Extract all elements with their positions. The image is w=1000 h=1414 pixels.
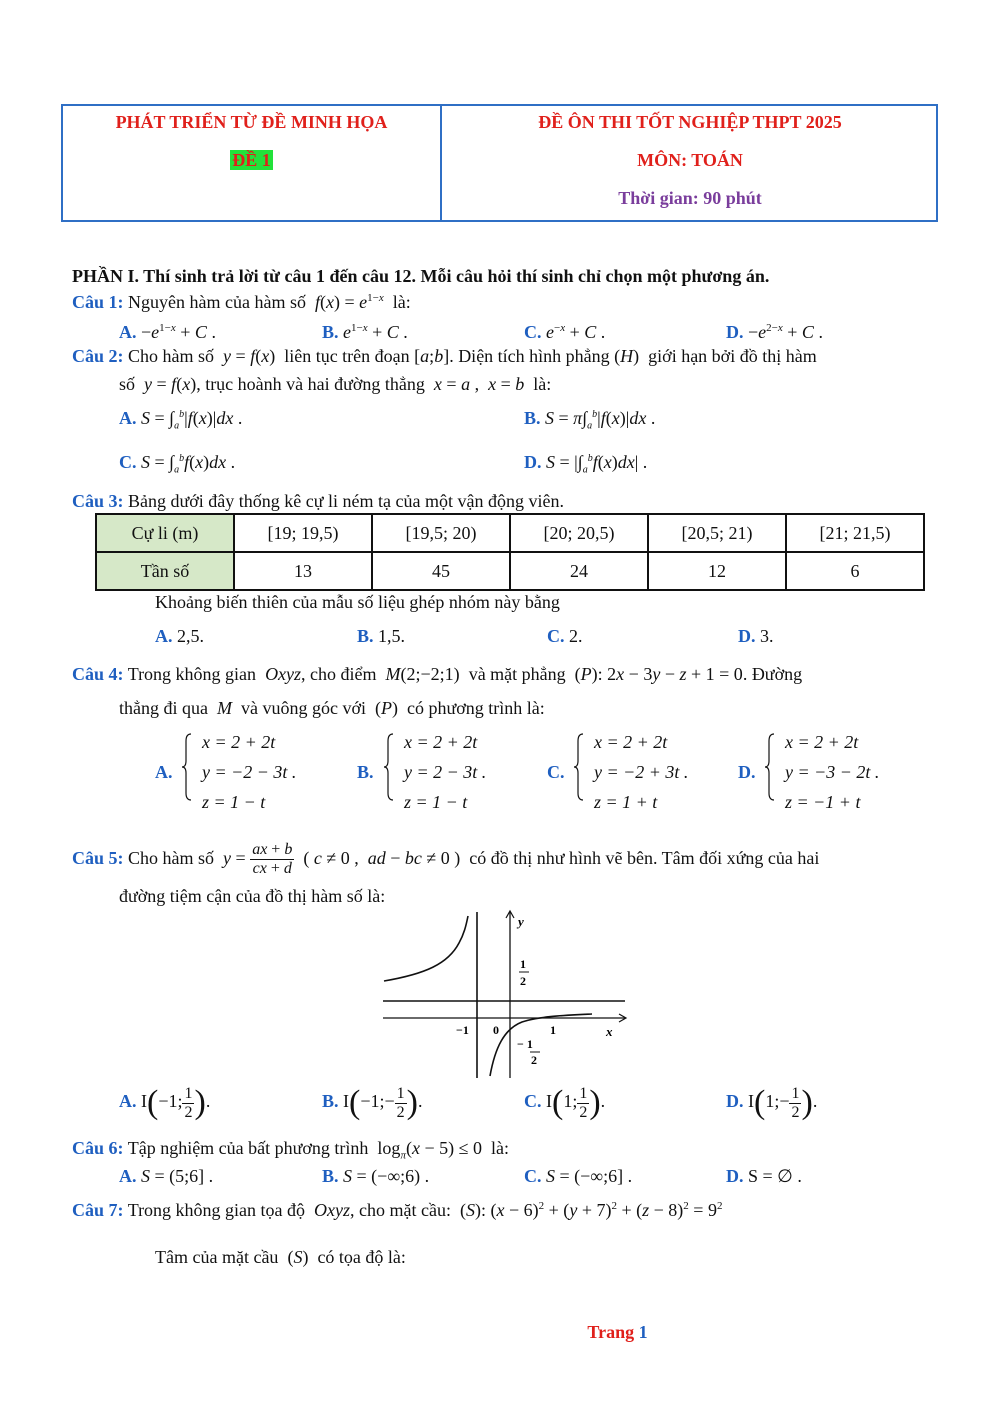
footer-word: Trang <box>587 1322 635 1342</box>
opt-label: B. <box>322 1091 339 1112</box>
q5-text: có đồ thị như hình vẽ bên. Tâm đối xứng của hai <box>469 848 820 868</box>
q6-option-c[interactable]: C. S = (−∞;6] . <box>524 1166 633 1186</box>
q5-option-b[interactable]: B. I(−1;− $\frac{1}{2}$ ). <box>322 1084 423 1121</box>
table-cell: [20; 20,5) <box>510 514 648 552</box>
opt-label: A. <box>155 762 173 782</box>
opt-label: D. <box>524 452 542 472</box>
q6-text: Tập nghiệm của bất phương trình <box>127 1138 369 1158</box>
tick-half-den: 2 <box>520 974 526 988</box>
table-cell: [19,5; 20) <box>372 514 510 552</box>
q3-option-a[interactable] <box>155 626 204 647</box>
hyperbola-graph <box>380 908 630 1080</box>
q2-option-b[interactable]: B. $S = \pi\int_a^b|f(x)|dx$ . <box>524 408 656 432</box>
q4-option-b-label[interactable] <box>357 762 374 783</box>
q1-option-b[interactable]: B. $e^{1-x} + C$ . <box>322 322 408 342</box>
y-label: y <box>518 914 524 929</box>
header-subject: MÔN: TOÁN <box>637 150 743 170</box>
table-row <box>96 514 924 552</box>
opt-label: C. <box>547 762 565 782</box>
q6-label: Câu 6: <box>72 1138 124 1158</box>
question-3 <box>72 491 564 512</box>
q6-text: là: <box>490 1138 509 1158</box>
opt-label: D. <box>726 1091 744 1112</box>
q3-option-d[interactable] <box>738 626 774 647</box>
exam-number-highlight: ĐỀ 1 <box>232 150 271 170</box>
q4-text: . Đường <box>742 664 803 684</box>
opt-label: A. <box>119 1091 137 1112</box>
opt-text: 1,5. <box>378 626 406 646</box>
fraction: $\frac{1}{2}$ <box>579 1084 588 1121</box>
question-1: Câu 1: Nguyên hàm của hàm số $f(x) = e^{1-x}$ là: <box>72 292 411 312</box>
q2-text: giới hạn bởi đồ thị hàm <box>648 346 817 366</box>
q2-text: , trục hoành và hai đường thẳng <box>196 374 425 394</box>
q1-text: Nguyên hàm của hàm số <box>128 292 306 312</box>
q4-text: có phương trình là: <box>406 698 545 718</box>
table-cell: [21; 21,5) <box>786 514 924 552</box>
brace-icon <box>574 733 584 801</box>
q5-line2: đường tiệm cận của đồ thị hàm số là: <box>119 886 386 906</box>
brace-icon <box>182 733 192 801</box>
q7-text: , cho mặt cầu: <box>350 1200 451 1220</box>
q7-label: Câu 7: <box>72 1200 124 1220</box>
brace-icon <box>384 733 394 801</box>
brace-icon <box>765 733 775 801</box>
opt-text: 3. <box>760 626 774 646</box>
opt-label: B. <box>357 762 374 782</box>
q7-text: Trong không gian tọa độ <box>127 1200 306 1220</box>
opt-label: D. <box>738 762 756 782</box>
question-6: Câu 6: Tập nghiệm của bất phương trình $\log_\pi(x - 5) \le 0$ là: <box>72 1138 509 1162</box>
question-5: Câu 5: Cho hàm số y = $\frac{ax + b}{cx + d}$ ( c ≠ 0 , ad − bc ≠ 0 ) có đồ thị như hình vẽ bên. Tâm đối xứng của hai <box>72 841 820 878</box>
q7-text: có tọa độ là: <box>317 1247 406 1267</box>
opt-label: C. <box>524 1091 542 1112</box>
q4-label: Câu 4: <box>72 664 124 684</box>
q5-text: Cho hàm số <box>128 848 215 868</box>
q3-label: Câu 3: <box>72 491 124 511</box>
q1-option-c[interactable]: C. $e^{-x} + C$ . <box>524 322 606 342</box>
q3-question: Khoảng biến thiên của mẫu số liệu ghép nhóm này bằng <box>155 592 560 612</box>
q3-option-c[interactable] <box>547 626 583 647</box>
tick-neg-half: − 1 <box>517 1037 533 1051</box>
table-cell: [19; 19,5) <box>234 514 372 552</box>
table-row <box>96 552 924 590</box>
table-cell: Tần số <box>96 552 234 590</box>
page-number: 1 <box>638 1322 648 1342</box>
q2-text: là: <box>533 374 552 394</box>
opt-label: A. <box>155 626 173 646</box>
opt-label: B. <box>357 626 374 646</box>
q7-text: Tâm của mặt cầu <box>155 1247 279 1267</box>
question-4: Câu 4: Trong không gian Oxyz, cho điểm M(2;−2;1) và mặt phẳng (P): 2x − 3y − z + 1 = 0. Đường <box>72 664 803 684</box>
curve-left-branch <box>384 916 468 981</box>
table-cell: Cự li (m) <box>96 514 234 552</box>
q3-text: Bảng dưới đây thống kê cự li ném tạ của một vận động viên. <box>128 491 564 511</box>
x-label: x <box>606 1024 613 1039</box>
q4-text: và vuông góc với <box>240 698 366 718</box>
q2-option-a[interactable]: A. $S = \int_a^b|f(x)|dx$ . <box>119 408 243 432</box>
curve-right-branch <box>490 1014 592 1076</box>
table-cell: 13 <box>234 552 372 590</box>
fraction: $\frac{1}{2}$ <box>396 1084 405 1121</box>
q5-option-c[interactable]: C. I(1; $\frac{1}{2}$ ). <box>524 1084 606 1121</box>
table-cell: 12 <box>648 552 786 590</box>
opt-label: A. <box>119 322 137 342</box>
q5-option-a[interactable]: A. I(−1; $\frac{1}{2}$ ). <box>119 1084 211 1121</box>
q1-tail: là: <box>392 292 411 312</box>
q4-line2: thẳng đi qua M và vuông góc với (P) có phương trình là: <box>119 698 545 718</box>
q6-option-b[interactable]: B. S = (−∞;6) . <box>322 1166 430 1186</box>
header-right-title: ĐỀ ÔN THI TỐT NGHIỆP THPT 2025 <box>538 112 842 132</box>
q1-label: Câu 1: <box>72 292 124 312</box>
q5-option-d[interactable]: D. I(1;− $\frac{1}{2}$ ). <box>726 1084 818 1121</box>
header-time: Thời gian: 90 phút <box>618 188 762 208</box>
header-exam-number <box>63 150 440 171</box>
q6-option-a[interactable]: A. S = (5;6] . <box>119 1166 214 1186</box>
opt-label: B. <box>322 322 339 342</box>
opt-label: D. <box>738 626 756 646</box>
q2-text: liên tục trên đoạn <box>284 346 410 366</box>
opt-label: A. <box>119 408 137 428</box>
opt-label: A. <box>119 1166 137 1186</box>
q2-text: Cho hàm số <box>128 346 215 366</box>
q1-option-d[interactable]: D. $-e^{2-x} + C$ . <box>726 322 823 342</box>
q2-label: Câu 2: <box>72 346 124 366</box>
q7-line2: Tâm của mặt cầu (S) có tọa độ là: <box>155 1247 406 1267</box>
tick-neg-half-den: 2 <box>531 1053 537 1067</box>
fraction: $\frac{1}{2}$ <box>184 1084 193 1121</box>
table-cell: 6 <box>786 552 924 590</box>
q1-option-a[interactable]: A. $-e^{1-x} + C$ . <box>119 322 216 342</box>
q5-label: Câu 5: <box>72 848 124 868</box>
q2-text: . Diện tích hình phẳng <box>449 346 610 366</box>
origin-label: 0 <box>493 1023 499 1037</box>
fraction: $\frac{1}{2}$ <box>791 1084 800 1121</box>
q4-text: Trong không gian <box>127 664 257 684</box>
q4-option-d-label[interactable] <box>738 762 756 783</box>
q4-text: , cho điểm <box>301 664 377 684</box>
frequency-table <box>95 513 925 591</box>
tick-half: 1 <box>520 957 526 971</box>
q2-option-c[interactable]: C. $S = \int_a^bf(x)dx$ . <box>119 452 236 476</box>
tick-neg-one: −1 <box>456 1023 469 1037</box>
q3-option-b[interactable] <box>357 626 405 647</box>
opt-text: 2,5. <box>177 626 204 646</box>
opt-label: C. <box>524 1166 542 1186</box>
q2-line2: số y = f(x), trục hoành và hai đường thẳng x = a , x = b là: <box>119 374 552 394</box>
fraction: $\frac{ax + b}{cx + d}$ <box>252 841 293 878</box>
question-7: Câu 7: Trong không gian tọa độ Oxyz, cho mặt cầu: (S): $(x - 6)^2 + (y + 7)^2 + (z - 8)^2 = 9^2$ <box>72 1200 723 1220</box>
section-title: PHẦN I. Thí sinh trả lời từ câu 1 đến câu 12. Mỗi câu hỏi thí sinh chỉ chọn một phương án. <box>72 266 770 286</box>
table-cell: [20,5; 21) <box>648 514 786 552</box>
opt-label: B. <box>322 1166 339 1186</box>
opt-label: D. <box>726 322 744 342</box>
q4-option-a-label[interactable] <box>155 762 173 783</box>
q4-text: thẳng đi qua <box>119 698 208 718</box>
page-footer <box>0 1322 1000 1343</box>
opt-label: C. <box>119 452 137 472</box>
question-2: Câu 2: Cho hàm số y = f(x) liên tục trên đoạn [a;b]. Diện tích hình phẳng (H) giới hạn bởi đồ thị hàm <box>72 346 817 366</box>
opt-label: D. <box>726 1166 744 1186</box>
table-cell: 45 <box>372 552 510 590</box>
q6-option-d[interactable]: D. S = ∅ . <box>726 1166 802 1186</box>
q4-option-c-label[interactable] <box>547 762 565 783</box>
opt-label: C. <box>524 322 542 342</box>
table-cell: 24 <box>510 552 648 590</box>
q2-option-d[interactable]: D. $S = |\int_a^bf(x)dx|$ . <box>524 452 648 476</box>
header-box <box>61 104 938 222</box>
opt-label: B. <box>524 408 541 428</box>
tick-one: 1 <box>550 1023 556 1037</box>
opt-label: C. <box>547 626 565 646</box>
header-left-title: PHÁT TRIỂN TỪ ĐỀ MINH HỌA <box>115 112 388 132</box>
q2-text: số <box>119 374 136 394</box>
opt-text: 2. <box>569 626 583 646</box>
q4-text: và mặt phẳng <box>468 664 566 684</box>
